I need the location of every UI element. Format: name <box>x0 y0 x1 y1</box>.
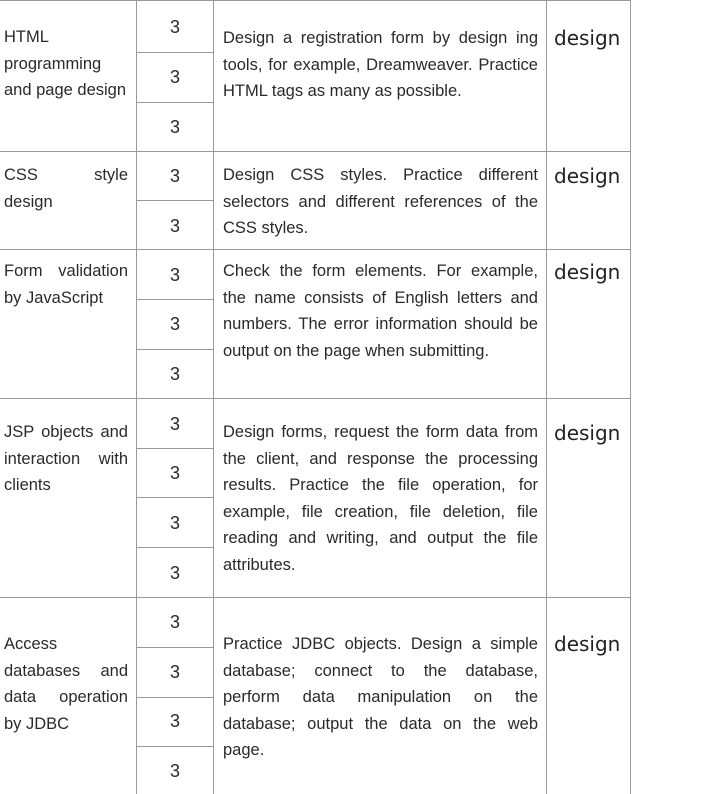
content-cell: Design forms, request the form data from the client, and response the processing results. Practice the file operation, for example, file creation, file deletion, file reading and writing, and output the file attributes. <box>223 423 538 574</box>
hours-row-border <box>136 547 214 548</box>
hours-cell: 3 <box>169 17 180 37</box>
hours-cell: 3 <box>169 612 180 632</box>
type-cell: design <box>554 26 621 50</box>
topic-cell: JSP objects and interaction with clients <box>4 423 128 494</box>
hours-cell: 3 <box>169 761 180 781</box>
hours-row-border <box>136 697 214 698</box>
topic-cell: Access databases and data operation by JDBC <box>4 635 128 733</box>
hours-cell: 3 <box>169 314 180 334</box>
hours-cell: 3 <box>169 67 180 87</box>
type-cell: design <box>554 632 621 656</box>
column-border <box>546 0 547 794</box>
hours-row-border <box>136 102 214 103</box>
hours-row-border <box>136 746 214 747</box>
hours-row-border <box>136 200 214 201</box>
type-cell: design <box>554 260 621 284</box>
row-border <box>0 597 631 598</box>
hours-row-border <box>136 299 214 300</box>
topic-cell: CSS style design <box>4 166 128 211</box>
column-border <box>630 0 631 794</box>
row-border <box>0 249 631 250</box>
topic-cell: HTML programming and page design <box>4 28 127 99</box>
hours-cell: 3 <box>169 513 180 533</box>
content-cell: Check the form elements. For example, the name consists of English letters and numbers. The error information should be output on the page when submitting. <box>223 262 538 360</box>
hours-cell: 3 <box>169 265 180 285</box>
row-border <box>0 398 631 399</box>
hours-row-border <box>136 349 214 350</box>
hours-cell: 3 <box>169 166 180 186</box>
topic-cell: Form validation by JavaScript <box>4 262 128 307</box>
content-cell: Design a registration form by design ing tools, for example, Dreamweaver. Practice HTML tags as many as possible. <box>223 29 538 100</box>
hours-row-border <box>136 52 214 53</box>
hours-cell: 3 <box>169 364 180 384</box>
hours-row-border <box>136 647 214 648</box>
content-cell: Design CSS styles. Practice different selectors and different references of the CSS styles. <box>223 166 538 237</box>
type-cell: design <box>554 164 621 188</box>
content-cell: Practice JDBC objects. Design a simple database; connect to the database, perform data manipulation on the database; output the data on the web page. <box>223 635 538 759</box>
hours-cell: 3 <box>169 463 180 483</box>
row-border <box>0 0 631 1</box>
hours-cell: 3 <box>169 563 180 583</box>
hours-row-border <box>136 497 214 498</box>
hours-row-border <box>136 448 214 449</box>
hours-cell: 3 <box>169 414 180 434</box>
hours-cell: 3 <box>169 711 180 731</box>
hours-cell: 3 <box>169 662 180 682</box>
hours-cell: 3 <box>169 216 180 236</box>
row-border <box>0 151 631 152</box>
type-cell: design <box>554 421 621 445</box>
hours-cell: 3 <box>169 117 180 137</box>
column-border <box>213 0 214 794</box>
